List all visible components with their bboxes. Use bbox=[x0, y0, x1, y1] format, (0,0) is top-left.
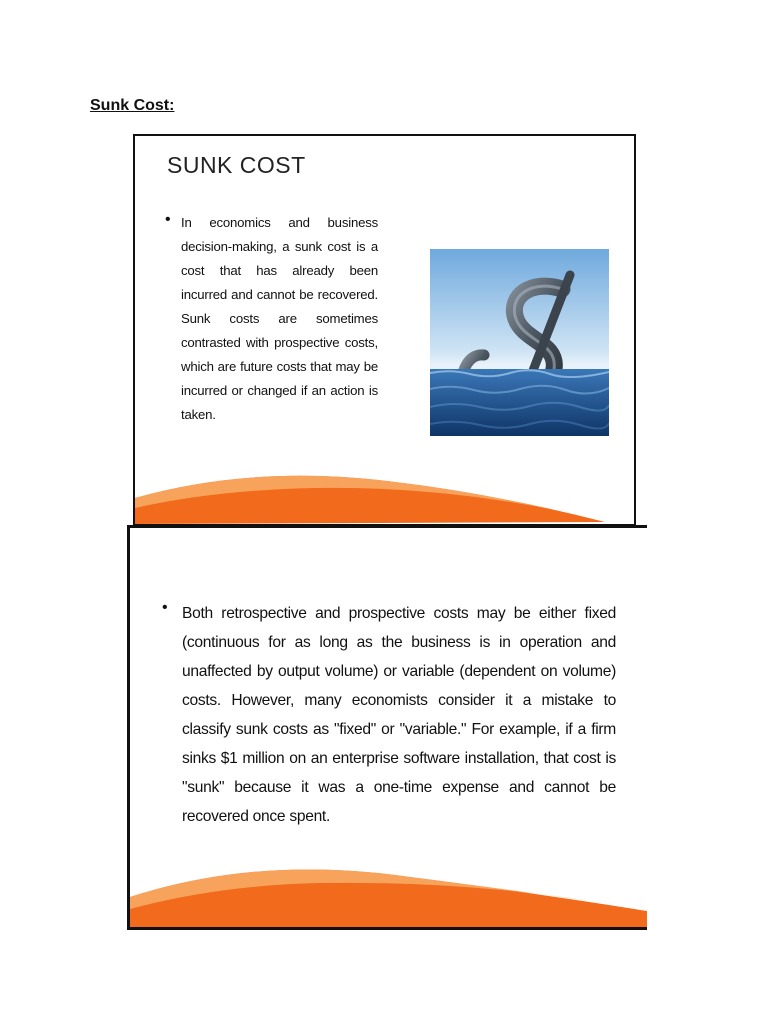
bullet-list bbox=[165, 211, 378, 427]
orange-wave-decoration bbox=[135, 464, 636, 524]
bullet-item bbox=[162, 599, 616, 831]
orange-wave-decoration bbox=[130, 855, 647, 927]
bullet-text: • Both retrospective and prospective costs may be either fixed (continuous for as long as the business is in operation and unaffected by output volume) or variable (dependent on volume) costs. However, many economists consider it a mistake to classify sunk costs as "fixed" or "variable." For example, if a firm sinks $1 million on an enterprise software installation, that cost is "sunk" because it was a one-time expense and cannot be recovered once spent. bbox=[182, 605, 616, 825]
document-heading: Sunk Cost: bbox=[90, 97, 175, 114]
bullet-item bbox=[165, 211, 378, 427]
sinking-dollar-icon bbox=[430, 249, 609, 436]
slide-title: SUNK COST bbox=[167, 152, 306, 178]
slide-sunk-cost bbox=[133, 134, 636, 526]
sinking-dollar-image bbox=[430, 249, 609, 436]
bullet-list bbox=[162, 599, 616, 831]
slide-cost-types bbox=[127, 525, 647, 930]
bullet-text: • In economics and business decision-making, a sunk cost is a cost that has already been incurred and cannot be recovered. Sunk costs are sometimes contrasted with prospective costs, which are future costs that may be incurred or changed if an action is taken. bbox=[181, 215, 378, 422]
